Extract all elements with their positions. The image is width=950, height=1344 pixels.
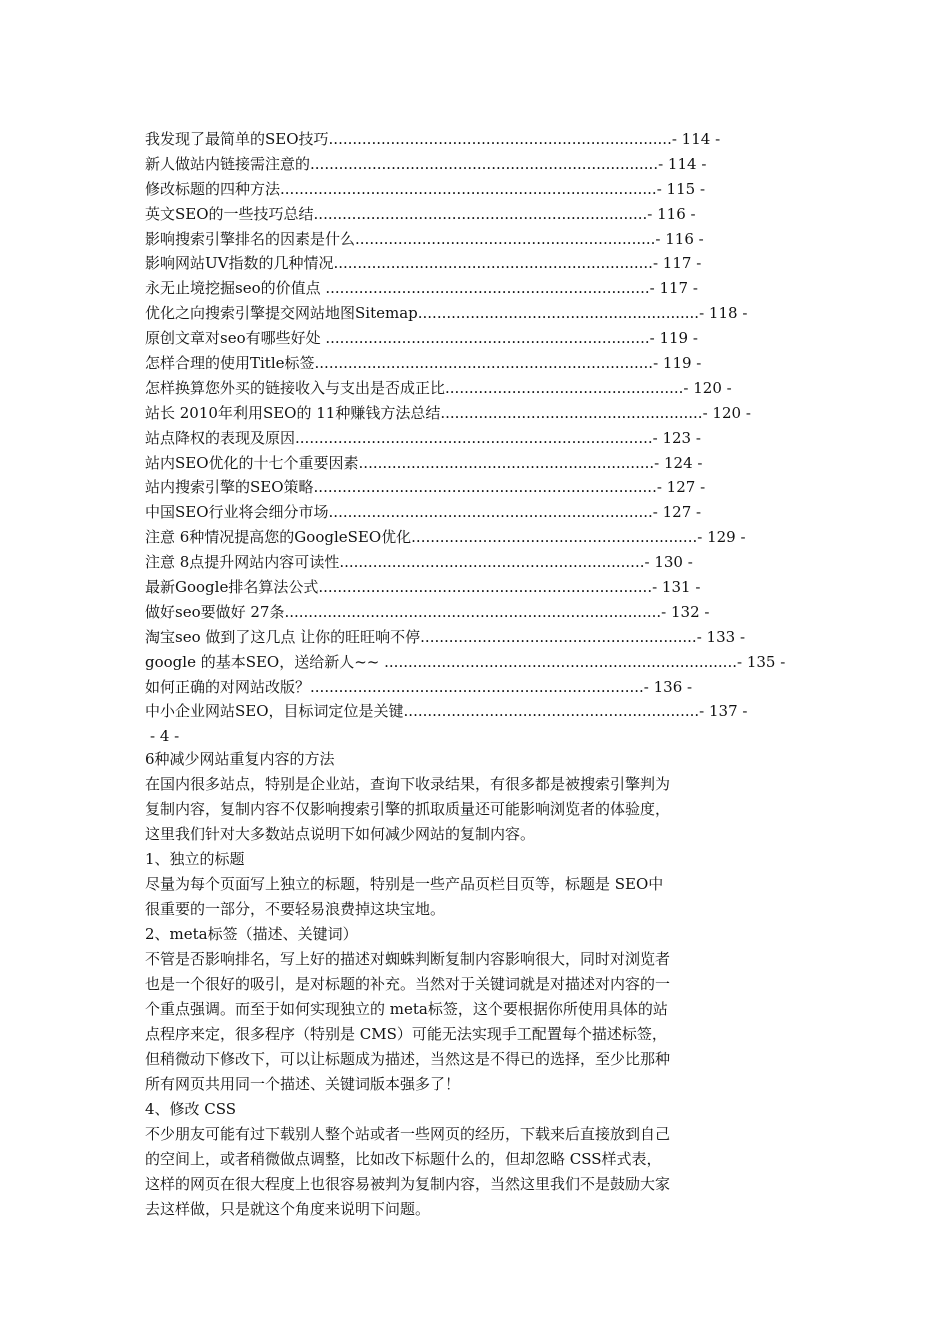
toc-entry[interactable] — [145, 127, 765, 152]
toc-page: - 114 - — [658, 154, 707, 173]
toc-page: - 114 - — [671, 130, 721, 148]
paragraph-line: 不管是否影响排名，写上好的描述对蜘蛛判断复制内容影响很大，同时对浏览者 — [145, 950, 671, 968]
toc-entry[interactable] — [145, 177, 765, 202]
toc-entry[interactable] — [145, 326, 765, 351]
toc-leader: .......................................................................... — [384, 652, 737, 671]
paragraph-line: 所有网页共用同一个描述、关键词版本强多了！ — [145, 1075, 461, 1093]
toc-entry[interactable] — [145, 575, 765, 600]
toc-title: 怎样合理的使用Title标签 — [145, 354, 315, 373]
toc-entry[interactable] — [145, 625, 765, 650]
toc-title: 影响网站UV指数的几种情况 — [145, 254, 334, 273]
toc-title: 做好seo要做好 27条 — [145, 602, 285, 621]
paragraph-line: 尽量为每个页面写上独立的标题，特别是一些产品页栏目页等，标题是 SEO中 — [145, 875, 664, 893]
toc-leader: ............................................................................... — [280, 179, 657, 198]
toc-leader: ........................................................................... — [295, 428, 653, 447]
paragraph-line: 也是一个很好的吸引，是对标题的补充。当然对于关键词就是对描述对内容的一 — [145, 975, 671, 993]
toc-page: - 130 - — [644, 553, 693, 572]
toc-entry[interactable] — [145, 451, 765, 476]
toc-page: - 132 - — [661, 602, 710, 621]
toc-title: 影响搜索引擎排名的因素是什么 — [145, 229, 356, 248]
toc-title: 英文SEO的一些技巧总结 — [145, 204, 314, 223]
toc-title: 如何正确的对网站改版？ — [145, 677, 311, 696]
toc-entry[interactable] — [145, 251, 765, 276]
toc-title: 站长 2010年利用SEO的 11种赚钱方法总结 — [145, 403, 441, 422]
toc-leader: ........................................................... — [417, 304, 700, 323]
toc-entry[interactable] — [145, 500, 765, 525]
section-heading: 4、修改 CSS — [145, 1100, 237, 1118]
toc-leader: .................................................................... — [320, 279, 650, 298]
toc-entry[interactable] — [145, 376, 765, 401]
toc-entry[interactable] — [145, 675, 765, 700]
paragraph-line: 很重要的一部分，不要轻易浪费掉这块宝地。 — [145, 900, 446, 918]
section-heading: 2、meta标签（描述、关键词） — [145, 925, 358, 943]
toc-page: - 120 - — [683, 378, 732, 397]
toc-entry[interactable] — [145, 426, 765, 451]
toc-leader: ....................................................................... — [314, 354, 654, 373]
toc-entry[interactable] — [145, 475, 765, 500]
page-number: - 4 - — [150, 727, 180, 745]
toc-page: - 119 - — [653, 354, 702, 373]
toc-leader: ...................................................................... — [310, 677, 644, 696]
article-body — [145, 747, 745, 1222]
toc-title: 原创文章对seo有哪些好处 — [145, 329, 321, 348]
toc-leader: .................................................. — [445, 378, 684, 397]
toc-entry[interactable] — [145, 276, 765, 301]
toc-entry[interactable] — [145, 401, 765, 426]
toc-entry[interactable] — [145, 699, 765, 724]
paragraph-line: 的空间上，或者稍微做点调整，比如改下标题什么的，但却忽略 CSS样式表， — [145, 1150, 662, 1168]
toc-page: - 123 - — [652, 428, 701, 447]
toc-page: - 135 - — [736, 652, 786, 671]
toc-title: 我发现了最简单的SEO技巧 — [145, 130, 329, 148]
paragraph-line: 但稍微动下修改下，可以让标题成为描述，当然这是不得已的选择，至少比那种 — [145, 1050, 671, 1068]
toc-title: 新人做站内链接需注意的 — [145, 154, 311, 173]
toc-title: google 的基本SEO，送给新人~~ — [145, 652, 385, 671]
toc-leader: ................................................................... — [333, 254, 653, 273]
toc-entry[interactable] — [145, 525, 765, 550]
toc-title: 最新Google排名算法公式 — [145, 578, 319, 597]
paragraph-line: 这样的网页在很大程度上也很容易被判为复制内容，当然这里我们不是鼓励大家 — [145, 1175, 671, 1193]
toc-leader: ........................................................................ — [313, 478, 657, 497]
toc-page: - 116 - — [647, 204, 696, 223]
toc-leader: ........................................................................ — [328, 130, 672, 148]
toc-page: - 119 - — [649, 329, 698, 348]
toc-title: 淘宝seo 做到了这几点 让你的旺旺响不停 — [145, 627, 421, 646]
toc-title: 站内搜索引擎的SEO策略 — [145, 478, 314, 497]
toc-leader: ............................................................ — [411, 528, 698, 547]
toc-leader: .............................................................. — [403, 702, 700, 721]
paragraph-line: 点程序来定，很多程序（特别是 CMS）可能无法实现手工配置每个描述标签， — [145, 1025, 667, 1043]
toc-title: 站点降权的表现及原因 — [145, 428, 296, 447]
toc-title: 中国SEO行业将会细分市场 — [145, 503, 329, 522]
toc-leader: .................................................................... — [320, 329, 650, 348]
toc-page: - 124 - — [654, 453, 703, 472]
toc-title: 优化之向搜索引擎提交网站地图Sitemap — [145, 304, 418, 323]
toc-page: - 131 - — [652, 578, 701, 597]
toc-title: 中小企业网站SEO，目标词定位是关键 — [145, 702, 404, 721]
section-heading: 1、独立的标题 — [145, 850, 245, 868]
toc-leader: ....................................................... — [440, 403, 703, 422]
article-title: 6种减少网站重复内容的方法 — [145, 750, 335, 768]
paragraph-line: 这里我们针对大多数站点说明下如何减少网站的复制内容。 — [145, 825, 536, 843]
toc-page: - 115 - — [656, 179, 706, 198]
paragraph-line: 不少朋友可能有过下载别人整个站或者一些网页的经历，下载来后直接放到自己 — [145, 1125, 671, 1143]
toc-title: 注意 8点提升网站内容可读性 — [145, 553, 340, 572]
toc-leader: ............................................................................... — [284, 602, 662, 621]
toc-entry[interactable] — [145, 227, 765, 252]
toc-title: 永无止境挖掘seo的价值点 — [145, 279, 321, 298]
toc-page: - 133 - — [696, 627, 746, 646]
toc-page: - 137 - — [699, 702, 748, 721]
toc-entry[interactable] — [145, 351, 765, 376]
toc-page: - 136 - — [643, 677, 693, 696]
toc-page: - 127 - — [652, 503, 702, 522]
toc-page: - 120 - — [702, 403, 751, 422]
toc-leader: ................................................................ — [339, 553, 645, 572]
toc-title: 怎样换算您外买的链接收入与支出是否成正比 — [145, 378, 446, 397]
toc-entry[interactable] — [145, 550, 765, 575]
toc-entry[interactable] — [145, 600, 765, 625]
toc-entry[interactable] — [145, 152, 765, 177]
toc-leader: ...................................................................... — [313, 204, 648, 223]
toc-leader: .............................................................. — [358, 453, 655, 472]
toc-title: 注意 6种情况提高您的GoogleSEO优化 — [145, 528, 412, 547]
paragraph-line: 在国内很多站点，特别是企业站，查询下收录结果，有很多都是被搜索引擎判为 — [145, 775, 671, 793]
toc-leader: .......................................................... — [420, 627, 697, 646]
toc-leader: ......................................................................... — [310, 154, 659, 173]
paragraph-line: 复制内容，复制内容不仅影响搜索引擎的抓取质量还可能影响浏览者的体验度， — [145, 800, 671, 818]
toc-leader: ...................................................................... — [318, 578, 653, 597]
toc-leader: .................................................................... — [328, 503, 653, 522]
toc-entry[interactable] — [145, 650, 786, 675]
toc-title: 站内SEO优化的十七个重要因素 — [145, 453, 359, 472]
toc-page: - 129 - — [697, 528, 746, 547]
table-of-contents — [145, 127, 786, 724]
toc-page: - 117 - — [652, 254, 702, 273]
toc-page: - 127 - — [656, 478, 706, 497]
toc-title: 修改标题的四种方法 — [145, 179, 281, 198]
toc-entry[interactable] — [145, 202, 765, 227]
toc-page: - 117 - — [649, 279, 698, 298]
toc-leader: ............................................................... — [355, 229, 656, 248]
paragraph-line: 个重点强调。而至于如何实现独立的 meta标签，这个要根据你所使用具体的站 — [145, 1000, 668, 1018]
toc-page: - 116 - — [655, 229, 704, 248]
toc-entry[interactable] — [145, 301, 765, 326]
paragraph-line: 去这样做，只是就这个角度来说明下问题。 — [145, 1200, 431, 1218]
toc-page: - 118 - — [699, 304, 748, 323]
